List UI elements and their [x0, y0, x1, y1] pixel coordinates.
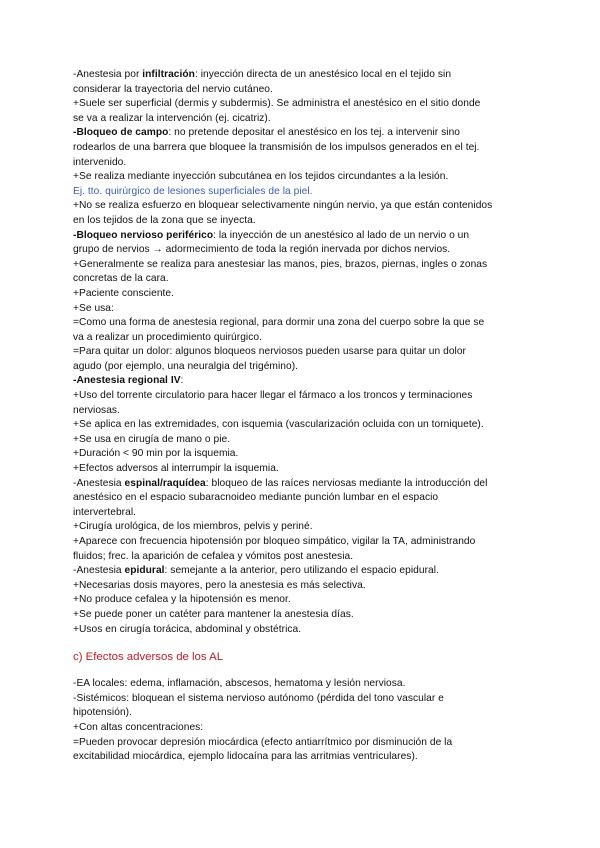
text-line: +No produce cefalea y la hipotensión es menor.	[73, 594, 291, 606]
text-line: -Sistémicos: bloquean el sistema nervioso autónomo (pérdida del tono vascular e	[73, 692, 444, 704]
term-espinal: espinal/raquídea	[124, 477, 206, 489]
text-line	[73, 564, 540, 579]
text-line: hipotensión).	[73, 707, 132, 719]
text-line: +Se aplica en las extremidades, con isquemia (vascularización ocluida con un torniquete).	[73, 419, 484, 431]
text-span: : no pretende depositar el anestésico en los tej. a intervenir sino	[168, 127, 460, 139]
text-span: : bloqueo de las raíces nerviosas mediante la introducción del	[205, 477, 488, 489]
example-line: Ej. tto. quirúrgico de lesiones superficiales de la piel.	[73, 185, 313, 197]
text-line: rodearlos de una barrera que bloquee la transmisión de los impulsos generados en el tej.	[73, 141, 480, 153]
text-line: +Con altas concentraciones:	[73, 721, 204, 733]
text-line: concretas de la cara.	[73, 273, 169, 285]
text-line: +Uso del torrente circulatorio para hacer llegar el fármaco a los troncos y terminaciones	[73, 390, 473, 402]
text-line: +Aparece con frecuencia hipotensión por bloqueo simpático, vigilar la TA, administrando	[73, 536, 476, 547]
text-line: =Pueden provocar depresión miocárdica (efecto antiarrítmico por disminución de la	[73, 736, 453, 748]
text-line: =Para quitar un dolor: algunos bloqueos nerviosos pueden usarse para quitar un dolor	[73, 346, 467, 358]
text-line	[73, 229, 540, 244]
text-span: -Anestesia por	[73, 69, 143, 80]
text-span: : semejante a la anterior, pero utilizando el espacio epidural.	[164, 565, 439, 577]
adverse-effects-section	[73, 677, 540, 765]
text-line	[73, 126, 540, 141]
text-span: : inyección directa de un anestésico local en el tejido sin	[194, 69, 452, 80]
text-line: +Cirugía urológica, de los miembros, pelvis y periné.	[73, 521, 313, 533]
text-span: -	[73, 127, 77, 139]
term-epidural: epidural	[124, 565, 165, 577]
text-span: -	[73, 229, 77, 241]
text-line: +Se realiza mediante inyección subcutánea en los tejidos circundantes a la lesión.	[73, 171, 449, 183]
term-regional-iv: Anestesia regional IV	[76, 375, 181, 387]
text-line: intervenido.	[73, 156, 127, 168]
text-line	[73, 374, 540, 389]
text-line: va a realizar un procedimiento quirúrgico.	[73, 331, 262, 343]
text-line: fluidos; frec. la aparición de cefalea y vómitos post anestesia.	[73, 550, 354, 562]
term-infiltracion: infiltración	[142, 69, 195, 80]
text-line: =Como una forma de anestesia regional, para dormir una zona del cuerpo sobre la que se	[73, 317, 485, 329]
text-line: +Usos en cirugía torácica, abdominal y obstétrica.	[73, 623, 302, 635]
text-line: intervertebral.	[73, 506, 137, 518]
text-line: +Necesarias dosis mayores, pero la anestesia es más selectiva.	[73, 579, 366, 591]
text-line: +Duración < 90 min por la isquemia.	[73, 448, 239, 460]
anesthesia-types-section	[73, 68, 540, 637]
text-span: -Anestesia	[73, 477, 125, 489]
text-line: grupo de nervios → adormecimiento de toda la región inervada por dichos nervios.	[73, 244, 451, 256]
text-span: :	[180, 375, 184, 387]
text-line: +No se realiza esfuerzo en bloquear selectivamente ningún nervio, ya que están contenidos	[73, 200, 493, 212]
text-line: anestésico en el espacio subaracnoideo mediante punción lumbar en el espacio	[73, 492, 439, 504]
text-line: +Se usa:	[73, 302, 114, 314]
text-line: +Generalmente se realiza para anestesiar las manos, pies, brazos, piernas, ingles o zonas	[73, 258, 488, 270]
text-line: +Se usa en cirugía de mano o pie.	[73, 433, 231, 445]
text-line: +Suele ser superficial (dermis y subdermis). Se administra el anestésico en el sitio donde	[73, 98, 481, 110]
section-heading: c) Efectos adversos de los AL	[73, 651, 224, 664]
text-line	[73, 68, 540, 83]
term-bloqueo-campo: Bloqueo de campo	[76, 127, 169, 139]
text-line: -EA locales: edema, inflamación, abscesos, hematoma y lesión nerviosa.	[73, 678, 406, 690]
text-line: +Efectos adversos al interrumpir la isquemia.	[73, 463, 279, 475]
term-bloqueo-periferico: Bloqueo nervioso periférico	[76, 229, 214, 241]
text-line: considerar la trayectoria del nervio cutáneo.	[73, 83, 273, 95]
text-line: en los tejidos de la zona que se inyecta.	[73, 214, 256, 226]
text-span: -	[73, 375, 77, 387]
text-span: -Anestesia	[73, 565, 125, 577]
text-line: +Paciente consciente.	[73, 287, 175, 299]
text-line: nerviosas.	[73, 404, 120, 416]
text-line: se va a realizar la intervención (ej. cicatriz).	[73, 112, 271, 124]
text-line: +Se puede poner un catéter para mantener la anestesia días.	[73, 608, 354, 620]
text-line: excitabilidad miocárdica, ejemplo lidocaína para las arritmias ventriculares).	[73, 751, 418, 763]
text-line: agudo (por ejemplo, una neuralgia del trigémino).	[73, 360, 299, 372]
text-line	[73, 477, 540, 492]
text-span: : la inyección de un anestésico al lado de un nervio o un	[213, 229, 470, 241]
